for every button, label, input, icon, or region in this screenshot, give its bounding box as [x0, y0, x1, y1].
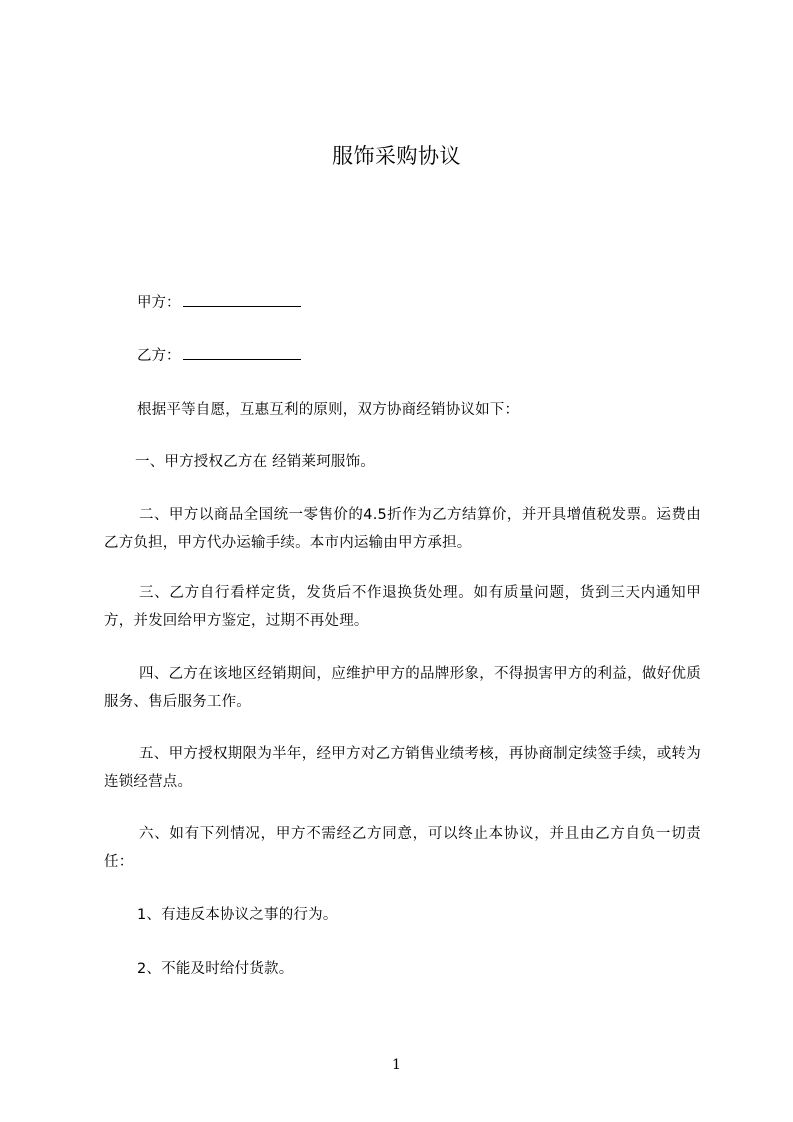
party-b-line	[137, 345, 301, 366]
clause-3: 三、乙方自行看样定货，发货后不作退换货处理。如有质量问题，货到三天内通知甲方，并发回给甲方鉴定，过期不再处理。	[104, 585, 701, 629]
clause-5: 五、甲方授权期限为半年，经甲方对乙方销售业绩考核，再协商制定续签手续，或转为连锁经营点。	[104, 746, 701, 790]
party-a-blank	[183, 292, 301, 307]
clause-2: 二、甲方以商品全国统一零售价的4.5折作为乙方结算价，并开具增值税发票。运费由乙方负担，甲方代办运输手续。本市内运输由甲方承担。	[104, 507, 701, 551]
party-b-label: 乙方：	[137, 348, 181, 364]
page-number: 1	[392, 1057, 401, 1073]
party-a-line	[137, 292, 301, 313]
sub-item-2: 2、不能及时给付货款。	[137, 961, 294, 977]
clause-1: 一、甲方授权乙方在 经销莱珂服饰。	[135, 454, 376, 470]
clause-6: 六、如有下列情况，甲方不需经乙方同意，可以终止本协议，并且由乙方自负一切责任：	[104, 826, 701, 870]
party-b-blank	[183, 345, 301, 360]
party-a-label: 甲方：	[137, 295, 181, 311]
clause-4: 四、乙方在该地区经销期间，应维护甲方的品牌形象，不得损害甲方的利益，做好优质服务、售后服务工作。	[104, 666, 701, 710]
preamble: 根据平等自愿，互惠互利的原则，双方协商经销协议如下：	[137, 402, 520, 418]
document-title: 服饰采购协议	[332, 144, 461, 168]
sub-item-1: 1、有违反本协议之事的行为。	[137, 907, 338, 923]
